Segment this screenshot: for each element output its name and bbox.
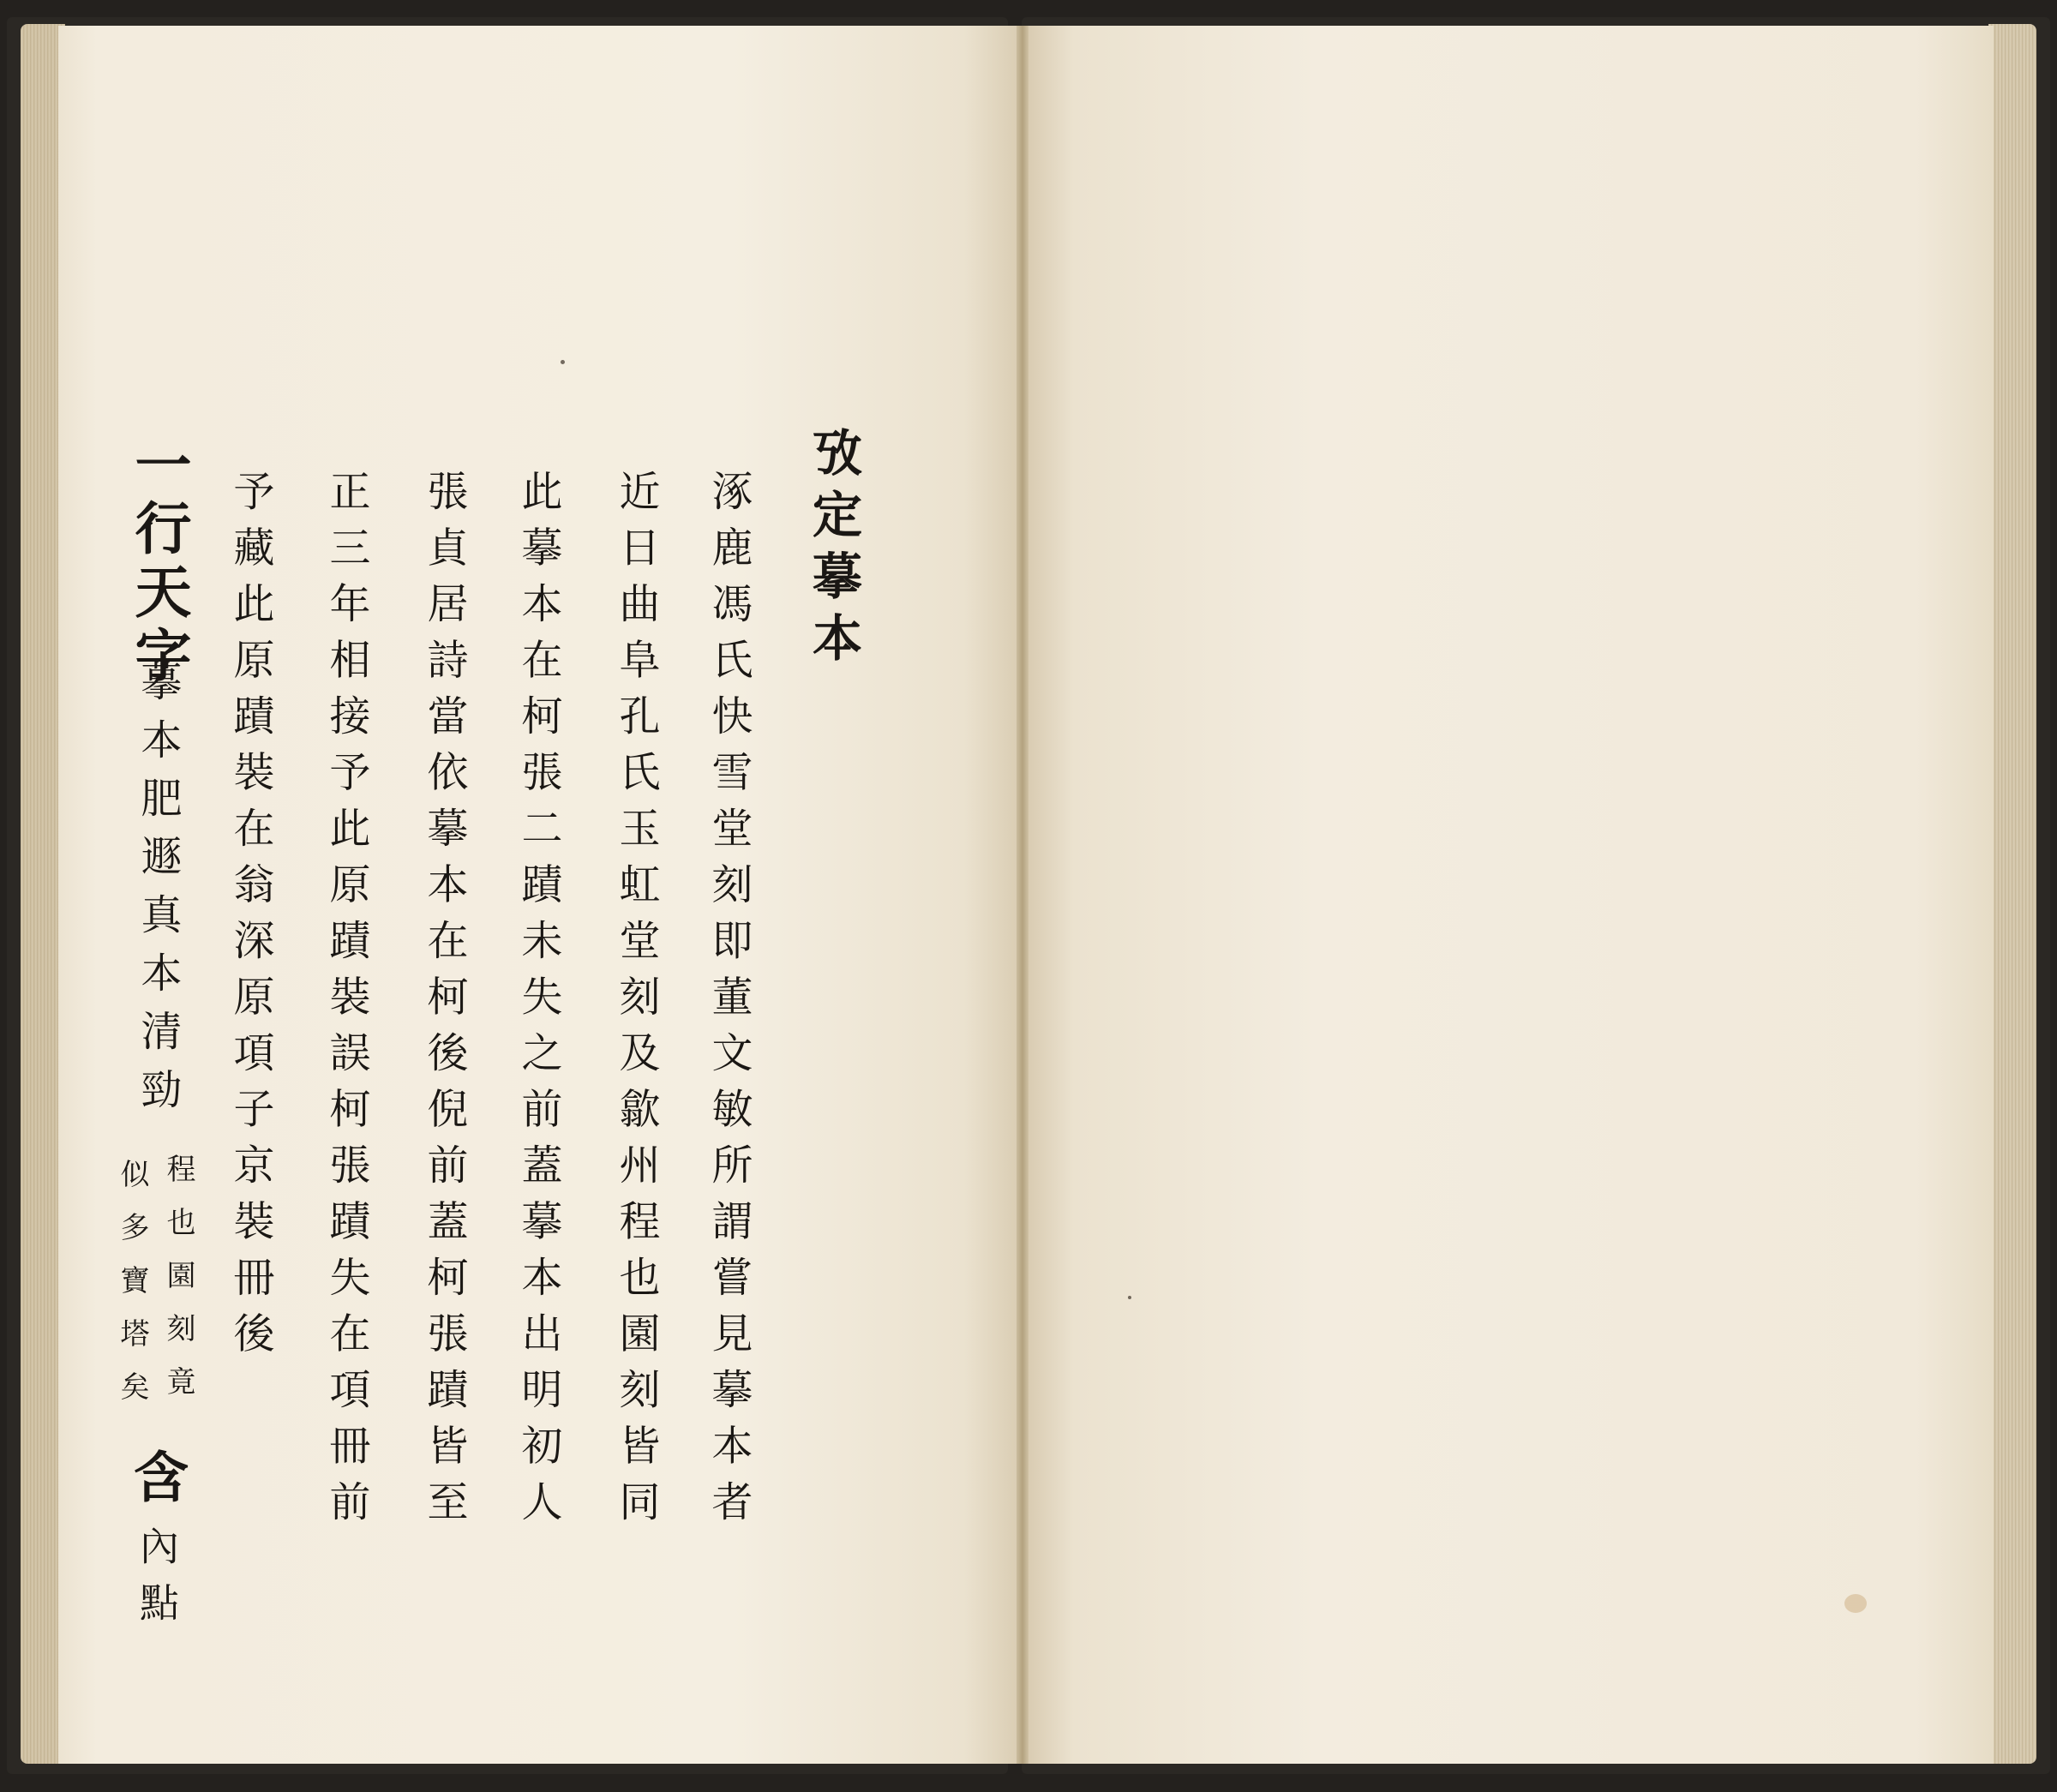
- ink-speck: [1128, 1296, 1131, 1299]
- show-through-shadow: [1388, 446, 1450, 912]
- text-column-2: 近日曲阜孔氏玉虹堂刻及歙州程也園刻皆同: [612, 470, 660, 1537]
- heading-one-line-tian-character: 一行天字: [125, 435, 192, 689]
- book-gutter: [1017, 26, 1028, 1764]
- ink-speck: [561, 360, 565, 364]
- heading-tail-text: 內點: [134, 1525, 180, 1639]
- page-edges-right: [1988, 24, 2036, 1764]
- text-column-5: 正三年相接予此原蹟裝誤柯張蹟失在項冊前: [322, 470, 370, 1537]
- section-title: 攷定摹本: [804, 427, 862, 674]
- text-column-6: 予藏此原蹟裝在翁深原項子京裝冊後: [226, 470, 274, 1368]
- annotation-right-line: 程也園刻竟: [161, 1154, 195, 1419]
- text-column-3: 此摹本在柯張二蹟未失之前蓋摹本出明初人: [514, 470, 562, 1537]
- right-page: [1025, 26, 1994, 1764]
- text-column-1: 涿鹿馮氏快雪堂刻即董文敏所謂嘗見摹本者: [705, 470, 753, 1537]
- heading-continuation: 摹本肥遯真本清勁: [134, 660, 182, 1126]
- text-column-4: 張貞居詩當依摹本在柯後倪前蓋柯張蹟皆至: [420, 470, 468, 1537]
- annotation-left-line: 似多寶塔矣: [115, 1159, 149, 1424]
- paper-stain: [1844, 1594, 1867, 1613]
- heading-he-character: 含: [124, 1448, 189, 1503]
